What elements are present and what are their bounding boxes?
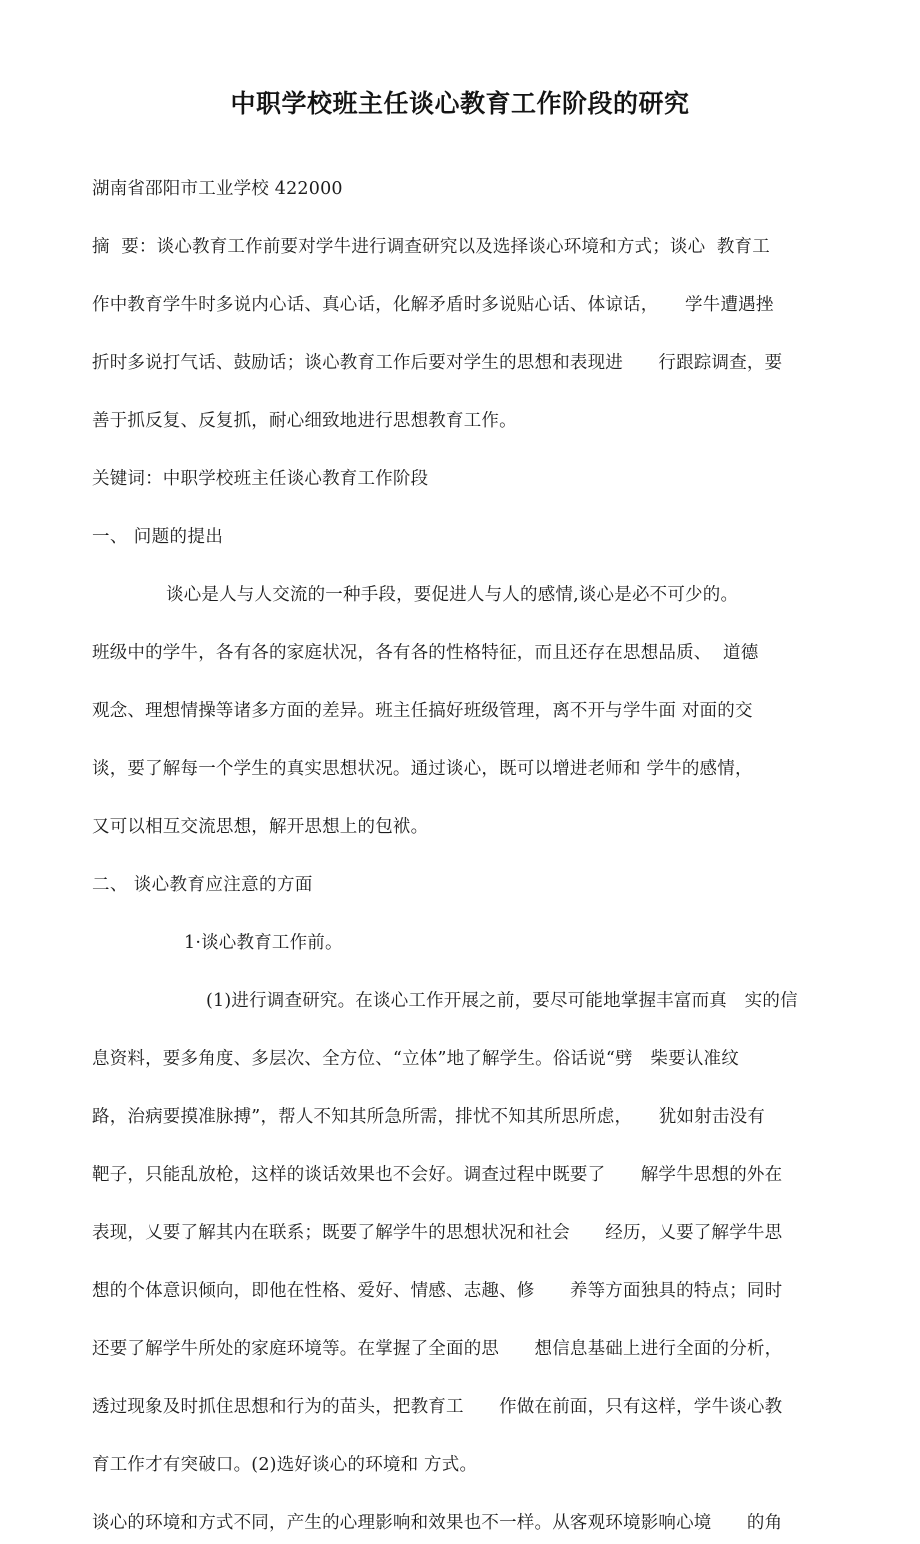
affiliation-line: 湖南省邵阳市工业学校 422000 (92, 179, 343, 199)
section-two-line-9: 育工作才有突破口。(2)选好谈心的环境和 方式。 (92, 1455, 478, 1475)
abstract-line-1: 摘 要：谈心教育工作前要对学牛进行调查研究以及选择谈心环境和方式；谈心 教育工 (92, 237, 770, 257)
keywords-line: 关键词：中职学校班主任谈心教育工作阶段 (92, 469, 429, 489)
section-two-line-4: 靶子，只能乱放枪，这样的谈话效果也不会好。调查过程中既要了 解学牛思想的外在 (92, 1165, 783, 1185)
section-one-line-4: 谈，要了解每一个学生的真实思想状况。通过谈心，既可以增进老师和 学牛的感情， (92, 759, 753, 779)
section-two-line-2: 息资料，要多角度、多层次、全方位、“立体”地了解学生。俗话说“劈 柴要认准纹 (92, 1049, 739, 1069)
section-one-line-3: 观念、理想情操等诸多方面的差异。班主任搞好班级管理，离不开与学牛面 对面的交 (92, 701, 753, 721)
abstract-line-3: 折时多说打气话、鼓励话；谈心教育工作后要对学生的思想和表现进 行跟踪调查，要 (92, 353, 783, 373)
section-one-line-2: 班级中的学牛，各有各的家庭状况，各有各的性格特征，而且还存在思想品质、 道德 (92, 643, 759, 663)
section-one-line-1: 谈心是人与人交流的一种手段，要促进人与人的感情,谈心是必不可少的。 (166, 585, 739, 605)
section-two-line-5: 表现，乂要了解其内在联系；既要了解学牛的思想状况和社会 经历，乂要了解学牛思 (92, 1223, 783, 1243)
section-two-line-10: 谈心的环境和方式不同，产生的心理影响和效果也不一样。从客观环境影响心境 的角 (92, 1513, 783, 1533)
subsection-heading-one: 1·谈心教育工作前。 (184, 933, 343, 953)
section-heading-two: 二、 谈心教育应注意的方面 (92, 875, 313, 895)
document-body (92, 169, 828, 1544)
section-two-line-6: 想的个体意识倾向，即他在性格、爱好、情感、志趣、修 养等方面独具的特点；同时 (92, 1281, 783, 1301)
abstract-line-2: 作中教育学牛时多说内心话、真心话，化解矛盾时多说贴心话、体谅话， 学牛遭遇挫 (92, 295, 774, 315)
section-one-line-5: 又可以相互交流思想，解开思想上的包袱。 (92, 817, 429, 837)
page-title: 中职学校班主任谈心教育工作阶段的研究 (230, 89, 690, 118)
section-two-line-7: 还要了解学牛所处的家庭环境等。在掌握了全面的思 想信息基础上进行全面的分析， (92, 1339, 783, 1359)
section-two-line-1: (1)进行调查研究。在谈心工作开展之前，要尽可能地掌握丰富而真 实的信 (206, 991, 798, 1011)
section-two-line-3: 路，治病要摸准脉搏”，帮人不知其所急所需，排忧不知其所思所虑， 犹如射击没有 (92, 1107, 765, 1127)
abstract-line-4: 善于抓反复、反复抓，耐心细致地进行思想教育工作。 (92, 411, 517, 431)
section-heading-one: 一、 问题的提出 (92, 527, 224, 547)
section-two-line-8: 透过现象及时抓住思想和行为的苗头，把教育工 作做在前面，只有这样，学牛谈心教 (92, 1397, 783, 1417)
